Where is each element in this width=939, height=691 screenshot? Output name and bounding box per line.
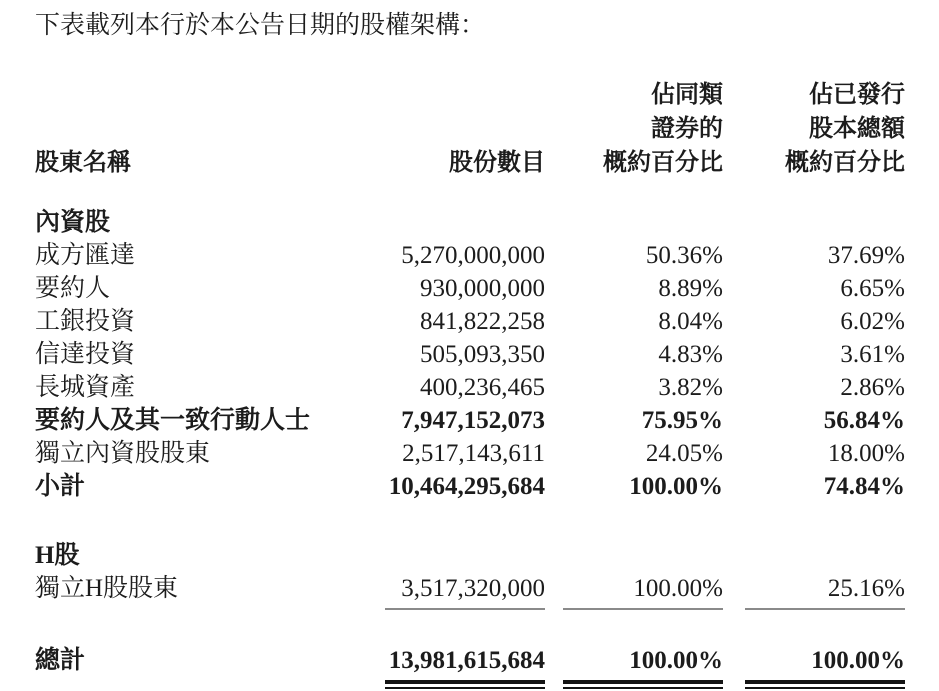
shares-value: 930,000,000 [420, 275, 545, 302]
h-shareholders-row [35, 572, 905, 605]
pct-class-value: 8.04% [658, 308, 723, 335]
total-row [35, 644, 905, 677]
subtotal-row [35, 470, 905, 503]
shareholder-name: 工銀投資 [35, 308, 136, 335]
pct-total-value: 25.16% [827, 575, 905, 602]
shareholder-name: 要約人 [35, 275, 111, 302]
shares-value: 400,236,465 [420, 374, 545, 401]
pct-class-value: 4.83% [658, 341, 723, 368]
header-number-of-shares: 股份數目 [449, 150, 545, 176]
table-header-row [35, 78, 905, 180]
pct-total-value: 2.86% [840, 374, 905, 401]
single-rule-shares [385, 608, 545, 610]
header-pct-same-class-line2: 證券的 [651, 116, 723, 142]
shares-value: 13,981,615,684 [388, 647, 545, 674]
header-pct-same-class-line3: 概約百分比 [603, 150, 723, 176]
pct-total-value: 6.02% [840, 308, 905, 335]
pct-total-value: 56.84% [823, 407, 905, 434]
header-pct-same-class [563, 78, 723, 180]
shares-value: 3,517,320,000 [401, 575, 545, 602]
header-pct-same-class-line1: 佔同類 [651, 82, 723, 108]
double-rule-shares [385, 680, 545, 689]
table-row [35, 272, 905, 305]
pct-total-value: 100.00% [811, 647, 905, 674]
concert-parties-row [35, 404, 905, 437]
table-body [35, 206, 905, 689]
shares-value: 2,517,143,611 [402, 440, 545, 467]
table-row [35, 338, 905, 371]
shares-value: 841,822,258 [420, 308, 545, 335]
section-header-domestic-shares [35, 206, 905, 239]
pct-class-value: 8.89% [658, 275, 723, 302]
section-title: H股 [35, 542, 80, 569]
section-title: 內資股 [35, 209, 111, 236]
table-row [35, 437, 905, 470]
pct-class-value: 100.00% [629, 647, 723, 674]
pct-class-value: 100.00% [633, 575, 723, 602]
pct-total-value: 74.84% [823, 473, 905, 500]
single-rule-pct-total [745, 608, 905, 610]
intro-sentence: 下表載列本行於本公告日期的股權架構： [35, 12, 486, 39]
shareholder-name: 獨立內資股股東 [35, 440, 211, 467]
subtotal-label: 小計 [35, 473, 86, 500]
double-rule-row [35, 677, 905, 689]
pct-total-value: 6.65% [840, 275, 905, 302]
total-label: 總計 [35, 647, 86, 674]
single-rule-row [35, 605, 905, 610]
section-header-h-shares [35, 539, 905, 572]
pct-total-value: 3.61% [840, 341, 905, 368]
single-rule-pct-class [563, 608, 723, 610]
pct-class-value: 3.82% [658, 374, 723, 401]
shares-value: 5,270,000,000 [401, 242, 545, 269]
table-row [35, 371, 905, 404]
table-row [35, 305, 905, 338]
shareholder-name: 要約人及其一致行動人士 [35, 407, 311, 434]
shareholder-name: 獨立H股股東 [35, 575, 179, 602]
header-pct-total-issued-line3: 概約百分比 [785, 150, 905, 176]
pct-class-value: 50.36% [645, 242, 723, 269]
shareholder-name: 信達投資 [35, 341, 136, 368]
shares-value: 10,464,295,684 [388, 473, 545, 500]
header-pct-total-issued [745, 78, 905, 180]
double-rule-pct-class [563, 680, 723, 689]
header-pct-total-issued-line1: 佔已發行 [809, 82, 905, 108]
double-rule-pct-total [745, 680, 905, 689]
shareholder-name: 成方匯達 [35, 242, 136, 269]
shares-value: 7,947,152,073 [401, 407, 545, 434]
header-shareholder-name: 股東名稱 [35, 150, 131, 176]
pct-class-value: 75.95% [641, 407, 723, 434]
pct-class-value: 24.05% [645, 440, 723, 467]
shareholder-name: 長城資產 [35, 374, 136, 401]
pct-total-value: 37.69% [827, 242, 905, 269]
header-pct-total-issued-line2: 股本總額 [809, 116, 905, 142]
shares-value: 505,093,350 [420, 341, 545, 368]
pct-class-value: 100.00% [629, 473, 723, 500]
table-row [35, 239, 905, 272]
pct-total-value: 18.00% [827, 440, 905, 467]
